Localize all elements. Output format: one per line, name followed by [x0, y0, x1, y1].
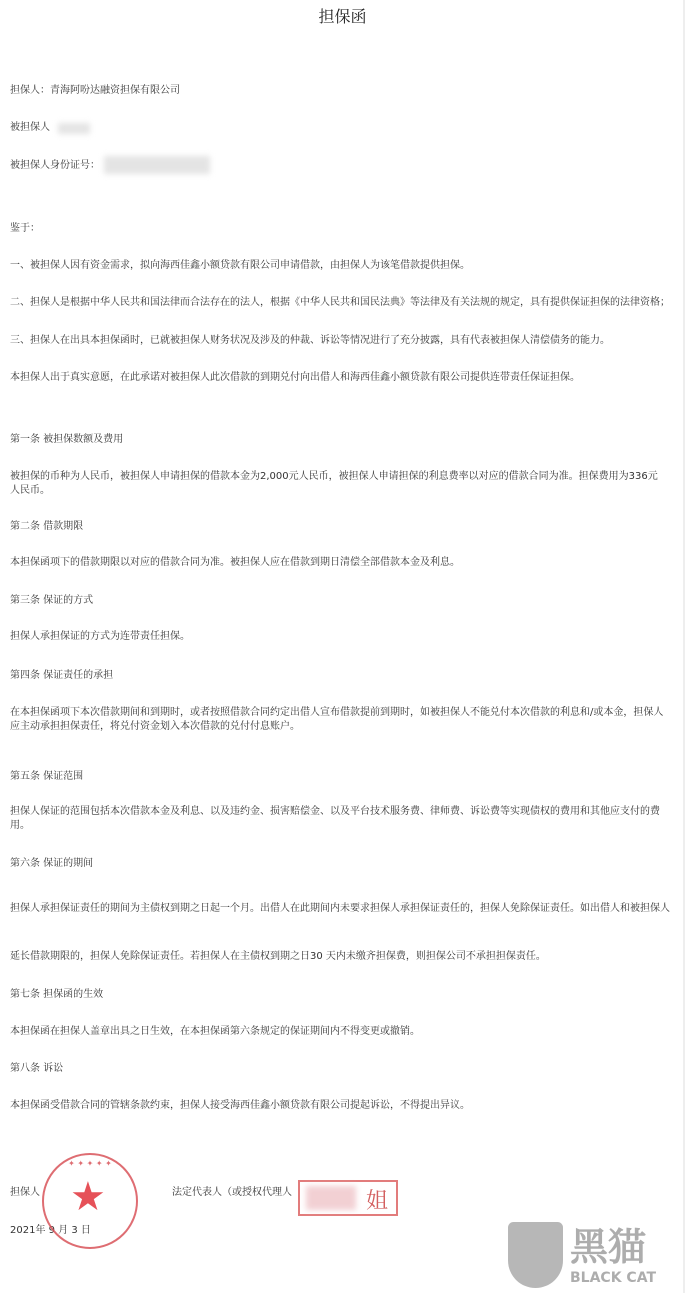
signature-rep-label: 法定代表人（或授权代理人	[172, 1187, 292, 1198]
signature-date: 2021年 9 月 3 日	[10, 1225, 91, 1236]
article-6-body-cont: 延长借款期限的，担保人免除保证责任。若担保人在主债权到期之日30 天内未缴齐担保费，则担保公司不承担担保责任。	[10, 951, 546, 962]
representative-stamp	[298, 1180, 398, 1216]
document-title: 担保函	[318, 7, 367, 26]
watermark-en: BLACK CAT	[570, 1270, 656, 1286]
article-8-heading: 第八条 诉讼	[10, 1063, 64, 1074]
company-seal	[42, 1153, 138, 1249]
seal-text: ✦ ✦ ✦ ✦ ✦	[68, 1159, 112, 1168]
star-icon: ★	[70, 1174, 106, 1220]
article-3-body: 担保人承担保证的方式为连带责任担保。	[10, 631, 190, 642]
guaranteed-line: 被担保人	[10, 122, 50, 133]
article-7-body: 本担保函在担保人盖章出具之日生效，在本担保函第六条规定的保证期间内不得变更或撤销。	[10, 1026, 420, 1037]
article-1-heading: 第一条 被担保数额及费用	[10, 434, 124, 445]
recital-2: 二、担保人是根据中华人民共和国法律而合法存在的法人，根据《中华人民共和国民法典》等法律及有关法规的规定，具有提供保证担保的法律资格；	[10, 297, 670, 308]
article-3-heading: 第三条 保证的方式	[10, 595, 94, 606]
article-2-body: 本担保函项下的借款期限以对应的借款合同为准。被担保人应在借款到期日清偿全部借款本金及利息。	[10, 557, 460, 568]
article-2-heading: 第二条 借款期限	[10, 521, 84, 532]
redacted-name	[58, 123, 90, 134]
article-6-heading: 第六条 保证的期间	[10, 858, 94, 869]
article-5-body: 担保人保证的范围包括本次借款本金及利息、以及违约金、损害赔偿金、以及平台技术服务费、律师费、诉讼费等实现债权的费用和其他应支付的费用。	[10, 806, 660, 831]
article-4-heading: 第四条 保证责任的承担	[10, 670, 114, 681]
guaranteed-id-line: 被担保人身份证号：	[10, 160, 100, 171]
article-5-heading: 第五条 保证范围	[10, 771, 84, 782]
guarantee-statement: 本担保人出于真实意愿，在此承诺对被担保人此次借款的到期兑付向出借人和海西佳鑫小额贷款有限公司提供连带责任保证担保。	[10, 372, 580, 383]
black-cat-watermark	[508, 1222, 683, 1292]
article-8-body: 本担保函受借款合同的管辖条款约束，担保人接受海西佳鑫小额贷款有限公司提起诉讼，不得提出异议。	[10, 1100, 470, 1111]
watermark-cn: 黑猫	[570, 1225, 647, 1269]
recital-1: 一、被担保人因有资金需求，拟向海西佳鑫小额贷款有限公司申请借款，由担保人为该笔借款提供担保。	[10, 260, 470, 271]
stamp-char: 姐	[365, 1189, 388, 1214]
article-7-heading: 第七条 担保函的生效	[10, 989, 104, 1000]
recital-3: 三、担保人在出具本担保函时，已就被担保人财务状况及涉及的仲裁、诉讼等情况进行了充分披露，具有代表被担保人清偿债务的能力。	[10, 335, 610, 346]
signature-guarantor-label: 担保人	[10, 1187, 40, 1198]
guarantor-line: 担保人：青海阿吩达融资担保有限公司	[10, 85, 180, 96]
cat-shield-icon	[508, 1222, 563, 1288]
article-1-body: 被担保的币种为人民币，被担保人申请担保的借款本金为2,000元人民币，被担保人申请担保的利息费率以对应的借款合同为准。担保费用为336元人民币。	[10, 471, 658, 496]
article-4-body: 在本担保函项下本次借款期间和到期时，或者按照借款合同约定出借人宣布借款提前到期时，如被担保人不能兑付本次借款的利息和/或本金，担保人应主动承担担保责任，将兑付资金划入本次借款的兑付付息账户。	[10, 707, 664, 732]
redacted-id	[104, 156, 210, 174]
recitals-lead: 鉴于：	[10, 223, 40, 234]
article-6-body: 担保人承担保证责任的期间为主债权到期之日起一个月。出借人在此期间内未要求担保人承担保证责任的，担保人免除保证责任。如出借人和被担保人	[10, 903, 670, 914]
